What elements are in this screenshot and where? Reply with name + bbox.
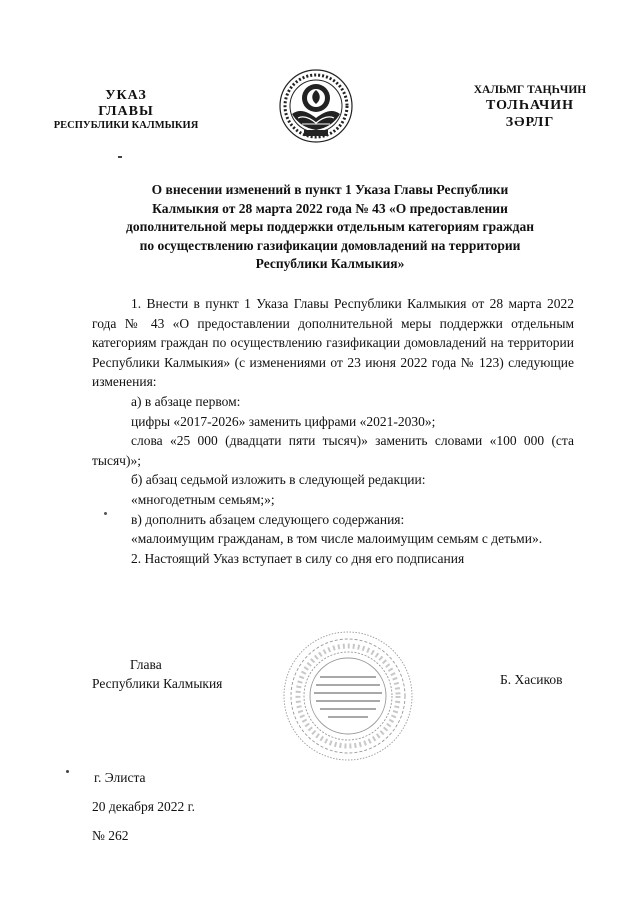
signature-title	[92, 655, 222, 693]
official-stamp-icon	[280, 628, 416, 764]
title-line: Республики Калмыкия»	[255, 256, 405, 271]
header-right	[440, 84, 620, 131]
document-body	[92, 294, 574, 568]
header-left-line1: УКАЗ	[105, 88, 147, 103]
title-line: Калмыкия от 28 марта 2022 года № 43 «О предоставлении	[152, 200, 508, 216]
header-right-line2: ТОЛҺАЧИН	[485, 97, 575, 113]
scan-speck	[66, 770, 69, 773]
paragraph-5: б) абзац седьмой изложить в следующей редакции:	[131, 472, 426, 488]
paragraph-4: слова «25 000 (двадцати пяти тысяч)» заменить словами «100 000 (ста тысяч)»;	[92, 433, 574, 468]
document-footer	[92, 763, 195, 850]
signature-title-line2: Республики Калмыкия	[92, 676, 223, 691]
footer-number: № 262	[92, 828, 129, 843]
header-right-line1: ХАЛЬМГ ТАҢҺЧИН	[473, 84, 587, 96]
scan-speck	[104, 512, 107, 515]
emblem-icon	[278, 68, 354, 144]
footer-date: 20 декабря 2022 г.	[92, 799, 196, 814]
paragraph-3: цифры «2017-2026» заменить цифрами «2021-2030»;	[131, 413, 436, 429]
title-line: по осуществлению газификации домовладений на территории	[139, 237, 521, 253]
scan-speck	[118, 156, 122, 158]
header-left	[36, 88, 216, 132]
paragraph-7: в) дополнить абзацем следующего содержания:	[131, 511, 405, 527]
paragraph-2: а) в абзаце первом:	[131, 393, 241, 409]
paragraph-9: 2. Настоящий Указ вступает в силу со дня его подписания	[131, 550, 465, 566]
footer-city: г. Элиста	[94, 770, 146, 785]
header-left-line2: ГЛАВЫ	[98, 104, 154, 120]
signatory-name: Б. Хасиков	[500, 672, 563, 687]
paragraph-8: «малоимущим гражданам, в том числе малоимущим семьям с детьми».	[131, 531, 543, 547]
document-title	[100, 181, 560, 274]
title-line: дополнительной меры поддержки отдельным категориям граждан	[126, 219, 534, 234]
header-left-line3: РЕСПУБЛИКИ КАЛМЫКИЯ	[53, 120, 199, 132]
title-line: О внесении изменений в пункт 1 Указа Главы Республики	[151, 182, 509, 197]
signature-title-line1: Глава	[130, 657, 162, 672]
paragraph-1: 1. Внести в пункт 1 Указа Главы Республики Калмыкия от 28 марта 2022 года № 43 «О предоставлении дополнительной меры поддержки отдельным категориям граждан по осуществлению газификации домовладений на территории Республики Калмыкия» (с изменениями от 23 июня 2022 года № 123) следующие изменения:	[92, 296, 574, 390]
paragraph-6: «многодетным семьям;»;	[131, 491, 275, 507]
header-right-line3: ЗӘРЛГ	[505, 114, 555, 130]
